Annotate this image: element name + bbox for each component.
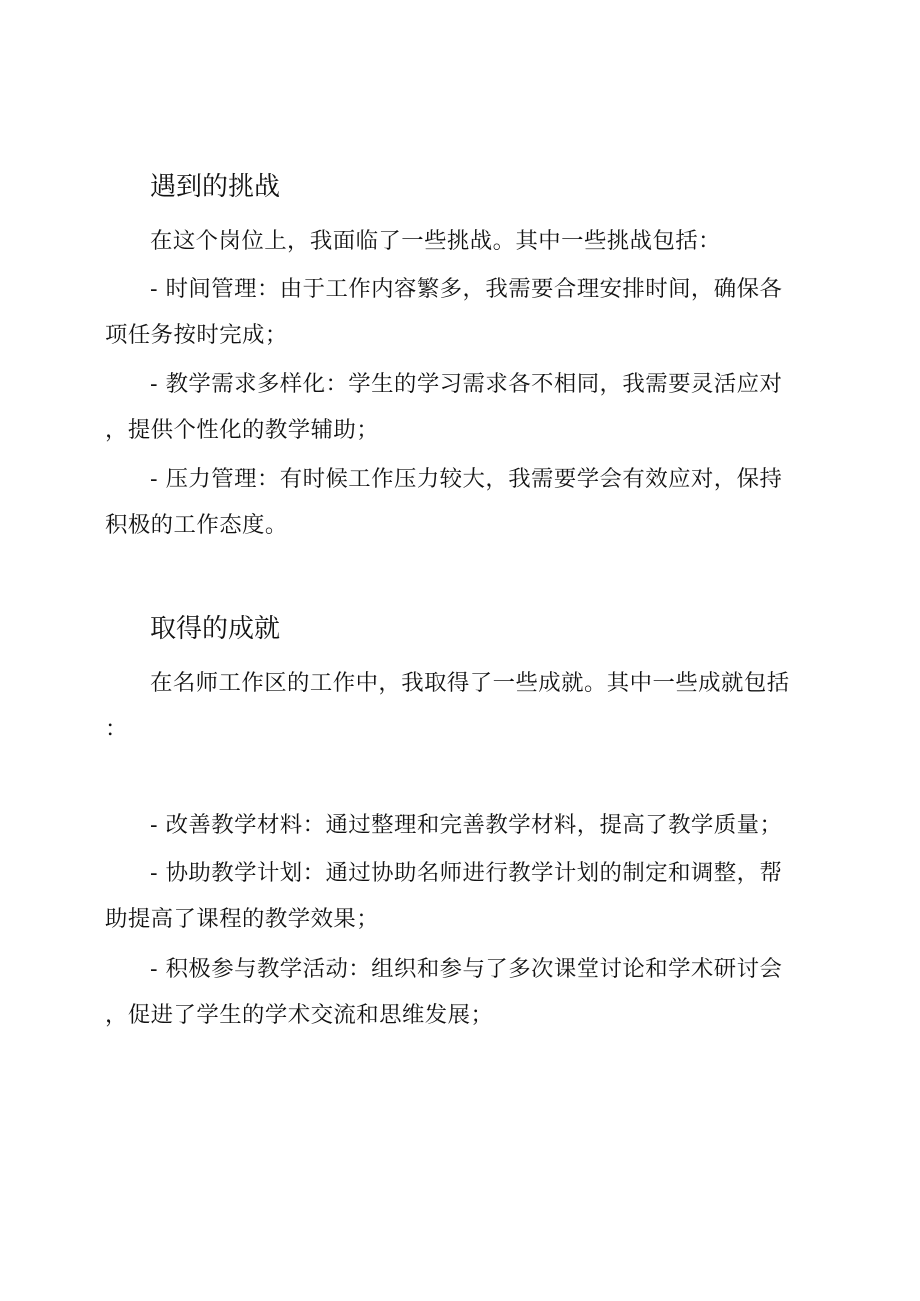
- achievement-item-activities: - 积极参与教学活动：组织和参与了多次课堂讨论和学术研讨会，促进了学生的学术交流和思维发展；: [105, 956, 783, 1028]
- challenge-item-diverse-needs: - 教学需求多样化：学生的学习需求各不相同，我需要灵活应对，提供个性化的教学辅助；: [105, 371, 783, 443]
- challenges-intro: 在这个岗位上，我面临了一些挑战。其中一些挑战包括：: [150, 228, 722, 254]
- achievement-item-teaching-plan: - 协助教学计划：通过协助名师进行教学计划的制定和调整，帮助提高了课程的教学效果；: [105, 860, 783, 932]
- achievement-item-materials: - 改善教学材料：通过整理和完善教学材料，提高了教学质量；: [150, 812, 783, 838]
- challenges-heading: 遇到的挑战: [150, 172, 281, 202]
- achievements-intro: 在名师工作区的工作中，我取得了一些成就。其中一些成就包括：: [105, 670, 790, 742]
- challenge-item-time-management: - 时间管理：由于工作内容繁多，我需要合理安排时间，确保各项任务按时完成；: [105, 276, 783, 348]
- challenge-item-pressure-management: - 压力管理：有时候工作压力较大，我需要学会有效应对，保持积极的工作态度。: [105, 466, 783, 538]
- achievements-heading: 取得的成就: [150, 614, 281, 644]
